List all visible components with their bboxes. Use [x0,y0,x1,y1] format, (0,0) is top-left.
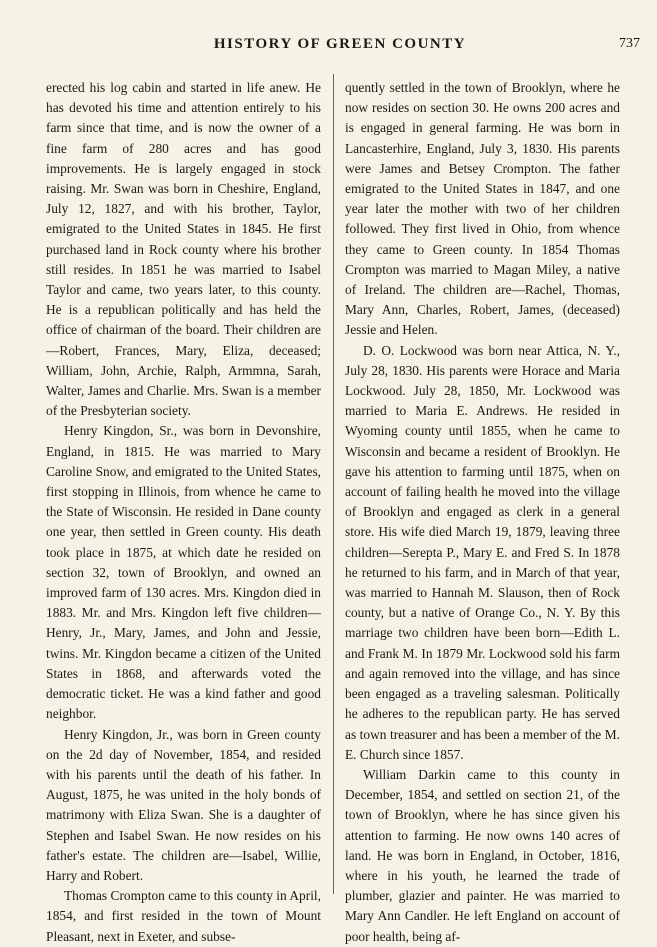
page-header [40,36,640,56]
page-number: 737 [619,36,640,51]
left-column [46,78,321,947]
paragraph-henry-kingdon-jr: Henry Kingdon, Jr., was born in Green county on the 2d day of November, 1854, and resided with his parents until the death of his father. In August, 1875, he was united in the holy bonds of matrimony with Eliza Swan. She is a daughter of Stephen and Isabel Swan. He now resides on his father's estate. The children are—Isabel, Willie, Harry and Robert. [46,726,321,883]
paragraph-crompton-continued: quently settled in the town of Brooklyn, where he now resides on section 30. He owns 200 acres and is engaged in general farming. He was born in Lancasterhire, England, July 3, 1830. His parents were James and Betsey Crompton. The father emigrated to the United States in 1847, and one year later the mother with two of her children followed. They first lived in Ohio, from whence they came to Green county. In 1854 Thomas Crompton was married to Magan Miley, a native of Ireland. The children are—Rachel, Thomas, Mary Ann, Charles, Robert, James, (deceased) Jessie and Helen. [345,80,620,338]
right-column [345,78,620,947]
paragraph-thomas-crompton: Thomas Crompton came to this county in April, 1854, and first resided in the town of Mount Pleasant, next in Exeter, and subse- [46,888,321,944]
paragraph-d-o-lockwood: D. O. Lockwood was born near Attica, N. Y., July 28, 1830. His parents were Horace and Maria Lockwood. July 28, 1850, Mr. Lockwood was married to Maria E. Andrews. He resided in Wyoming county until 1855, when he came to Wisconsin and became a resident of Brooklyn. He gave his attention to farming until 1875, when on account of failing health he moved into the village of Brooklyn and engaged as clerk in a general store. His wife died March 19, 1879, leaving three children—Serepta P., Mary E. and Fred S. In 1878 he returned to his farm, and in March of that year, was married to Hannah M. Slauson, then of Rock county, but a native of Orange Co., N. Y. By this marriage two children have been born—Edith L. and Frank M. In 1879 Mr. Lockwood sold his farm and again removed into the village, and has since been engaged as a traveling salesman. Politically he adheres to the republican party. He has served as town treasurer and has been a member of the M. E. Church since 1857. [345,342,620,762]
paragraph-henry-kingdon-sr: Henry Kingdon, Sr., was born in Devonshire, England, in 1815. He was married to Mary Caroline Snow, and emigrated to the United States, first stopping in Illinois, from whence he came to the State of Wisconsin. He resided in Dane county one year, then settled in Green county. His death took place in 1875, at which date he resided on section 32, town of Brooklyn, and owned an improved farm of 130 acres. Mrs. Kingdon died in 1883. Mr. and Mrs. Kingdon left five children—Henry, Jr., Mary, James, and John and Jessie, twins. Mr. Kingdon became a citizen of the United States in 1868, and afterwards voted the democratic ticket. He was a kind father and good neighbor. [46,423,321,722]
column-divider [333,74,334,894]
running-head: HISTORY OF GREEN COUNTY [213,36,467,52]
paragraph-swan-continued: erected his log cabin and started in life anew. He has devoted his time and attention entirely to his farm since that time, and is now the owner of a fine farm of 280 acres and has good improvements. He is largely engaged in stock raising. Mr. Swan was born in Cheshire, England, July 12, 1827, and with his brother, Taylor, emigrated to the United States in 1845. He first purchased land in Rock county where his brother still resides. In 1851 he was married to Isabel Taylor and came, two years later, to this county. He is a republican politically and has held the office of chairman of the board. Their children are—Robert, Frances, Mary, Eliza, deceased; William, John, Archie, Ralph, Armmna, Sarah, Walter, James and Charlie. Mrs. Swan is a member of the Presbyterian society. [46,80,321,419]
paragraph-william-darkin: William Darkin came to this county in December, 1854, and settled on section 21, of the town of Brooklyn, where he has since given his attention to farming. He now owns 140 acres of land. He was born in England, in October, 1816, where in his youth, he learned the trade of plumber, glazier and painter. He was married to Mary Ann Candler. He left England on account of poor health, being af- [345,766,620,944]
